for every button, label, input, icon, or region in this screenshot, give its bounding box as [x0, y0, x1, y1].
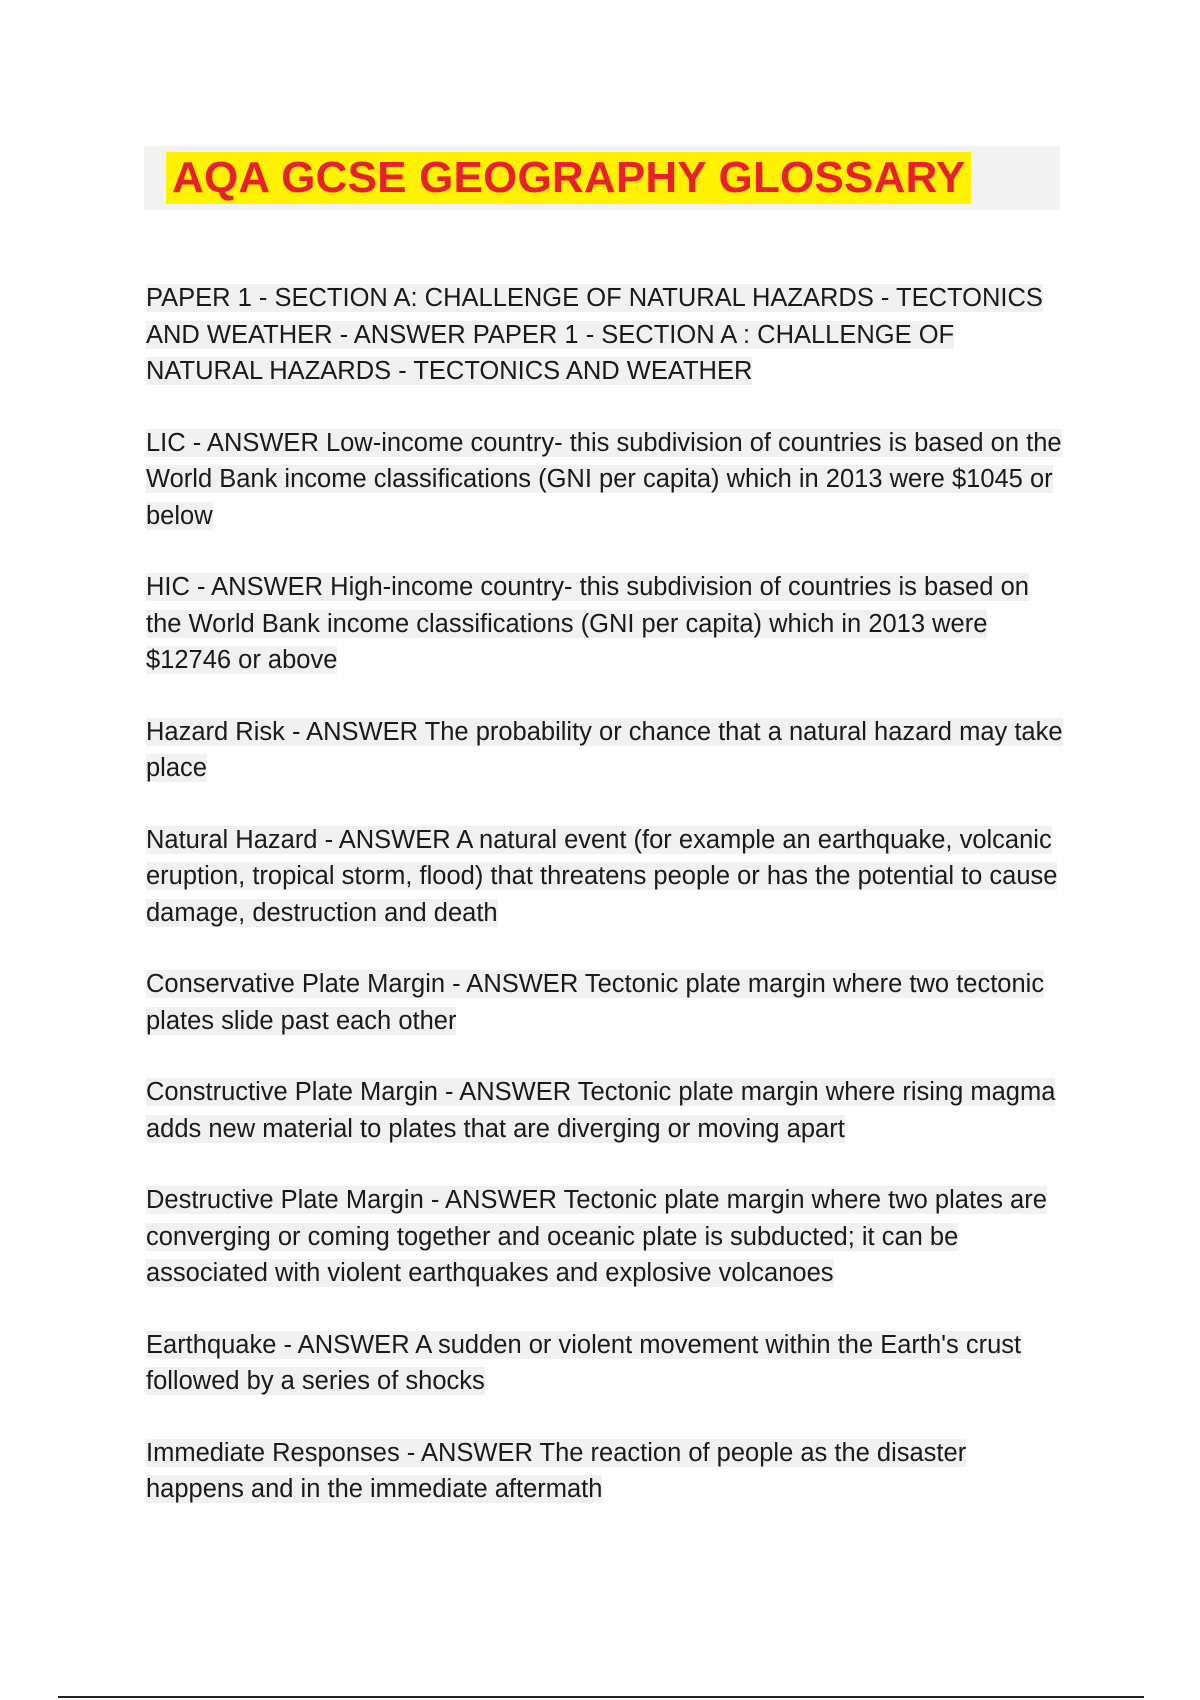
- glossary-entry-text: HIC - ANSWER High-income country- this subdivision of countries is based on the World Bank income classifications (GNI per capita) which in 2013 were $12746 or above: [146, 573, 1029, 674]
- glossary-entry-text: Immediate Responses - ANSWER The reaction of people as the disaster happens and in the immediate aftermath: [146, 1438, 967, 1503]
- glossary-entry-earthquake: [146, 1327, 1066, 1400]
- glossary-list: [146, 280, 1066, 1543]
- document-title: AQA GCSE GEOGRAPHY GLOSSARY: [166, 152, 971, 204]
- page-bottom-rule: [58, 1696, 1144, 1698]
- glossary-entry-lic: [146, 425, 1066, 535]
- glossary-entry-section-heading: [146, 280, 1066, 390]
- glossary-entry-text: Hazard Risk - ANSWER The probability or chance that a natural hazard may take place: [146, 717, 1063, 782]
- glossary-entry-text: Natural Hazard - ANSWER A natural event (for example an earthquake, volcanic eruption, tropical storm, flood) that threatens people or has the potential to cause damage, destruction and death: [146, 825, 1058, 927]
- glossary-entry-text: Earthquake - ANSWER A sudden or violent movement within the Earth's crust followed by a series of shocks: [146, 1330, 1022, 1395]
- title-banner: [144, 146, 1060, 210]
- glossary-entry-text: LIC - ANSWER Low-income country- this subdivision of countries is based on the World Bank income classifications (GNI per capita) which in 2013 were $1045 or below: [146, 428, 1062, 530]
- glossary-entry-text: Conservative Plate Margin - ANSWER Tectonic plate margin where two tectonic plates slide past each other: [146, 970, 1045, 1035]
- glossary-entry-text: PAPER 1 - SECTION A: CHALLENGE OF NATURAL HAZARDS - TECTONICS AND WEATHER - ANSWER PAPER 1 - SECTION A : CHALLENGE OF NATURAL HAZARDS - TECTONICS AND WEATHER: [146, 284, 1043, 385]
- glossary-entry-conservative-plate-margin: [146, 966, 1066, 1039]
- glossary-entry-constructive-plate-margin: [146, 1074, 1066, 1147]
- glossary-entry-hic: [146, 569, 1066, 679]
- glossary-entry-immediate-responses: [146, 1435, 1066, 1508]
- glossary-entry-text: Destructive Plate Margin - ANSWER Tectonic plate margin where two plates are converging or coming together and oceanic plate is subducted; it can be associated with violent earthquakes and explosive volcanoes: [146, 1186, 1047, 1287]
- glossary-entry-text: Constructive Plate Margin - ANSWER Tectonic plate margin where rising magma adds new material to plates that are diverging or moving apart: [146, 1078, 1056, 1143]
- glossary-entry-destructive-plate-margin: [146, 1182, 1066, 1292]
- glossary-entry-natural-hazard: [146, 822, 1066, 932]
- glossary-entry-hazard-risk: [146, 714, 1066, 787]
